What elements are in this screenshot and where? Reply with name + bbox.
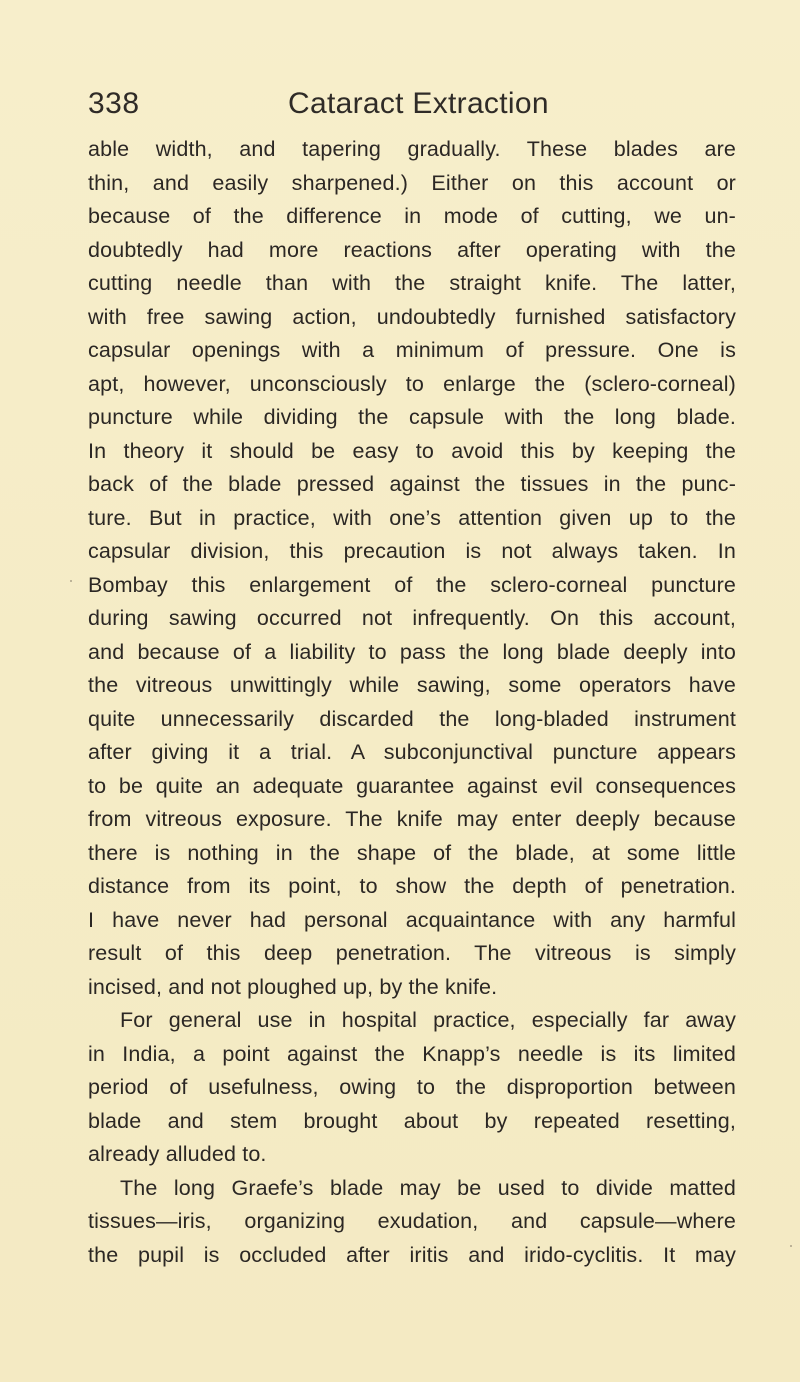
running-head: Cataract Extraction [288, 87, 549, 120]
text-line: result of this deep penetration. The vitreous is simply [88, 941, 736, 965]
text-line: because of the difference in mode of cutting, we un- [88, 204, 736, 228]
text-line: the pupil is occluded after iritis and irido-cyclitis. It may [88, 1242, 736, 1267]
text-line: capsular openings with a minimum of pressure. One is [88, 338, 736, 362]
paper-speck [790, 1245, 792, 1247]
text-line: I have never had personal acquaintance with any harmful [88, 907, 736, 932]
text-line: already alluded to. [88, 1142, 267, 1166]
text-line: capsular division, this precaution is not always taken. In [88, 539, 736, 563]
text-line: period of usefulness, owing to the disproportion between [88, 1075, 736, 1099]
text-line: during sawing occurred not infrequently. On this account, [88, 606, 736, 630]
text-line: ture. But in practice, with one’s attention given up to the [88, 505, 736, 530]
text-line: cutting needle than with the straight knife. The latter, [88, 271, 736, 295]
text-line: after giving it a trial. A subconjunctival puncture appears [88, 740, 736, 764]
text-line: back of the blade pressed against the tissues in the punc- [88, 472, 736, 496]
text-line: to be quite an adequate guarantee against evil consequences [88, 773, 736, 798]
text-line: doubtedly had more reactions after operating with the [88, 237, 736, 262]
text-line: from vitreous exposure. The knife may enter deeply because [88, 807, 736, 831]
text-line: For general use in hospital practice, especially far away [120, 1008, 736, 1032]
text-line: blade and stem brought about by repeated resetting, [88, 1108, 736, 1133]
text-line: apt, however, unconsciously to enlarge the (sclero-corneal) [88, 371, 736, 396]
page-header [88, 84, 738, 124]
text-line: quite unnecessarily discarded the long-bladed instrument [88, 706, 736, 731]
text-line: In theory it should be easy to avoid this by keeping the [88, 438, 736, 463]
text-line: The long Graefe’s blade may be used to divide matted [120, 1175, 736, 1200]
text-line: there is nothing in the shape of the blade, at some little [88, 840, 736, 865]
text-line: in India, a point against the Knapp’s needle is its limited [88, 1041, 736, 1066]
text-line: Bombay this enlargement of the sclero-corneal puncture [88, 572, 736, 597]
paper-speck [70, 580, 72, 582]
text-line: incised, and not ploughed up, by the knife. [88, 974, 498, 999]
text-line: and because of a liability to pass the long blade deeply into [88, 639, 736, 664]
text-line: with free sawing action, undoubtedly furnished satisfactory [88, 304, 736, 329]
text-line: thin, and easily sharpened.) Either on this account or [88, 170, 736, 195]
text-line: the vitreous unwittingly while sawing, some operators have [88, 673, 736, 697]
text-line: tissues—iris, organizing exudation, and capsule—where [88, 1209, 736, 1233]
page-number: 338 [88, 87, 140, 120]
text-line: distance from its point, to show the depth of penetration. [88, 874, 736, 898]
text-line: puncture while dividing the capsule with the long blade. [88, 405, 736, 429]
body-text [88, 133, 736, 1272]
text-line: able width, and tapering gradually. These blades are [88, 137, 736, 161]
